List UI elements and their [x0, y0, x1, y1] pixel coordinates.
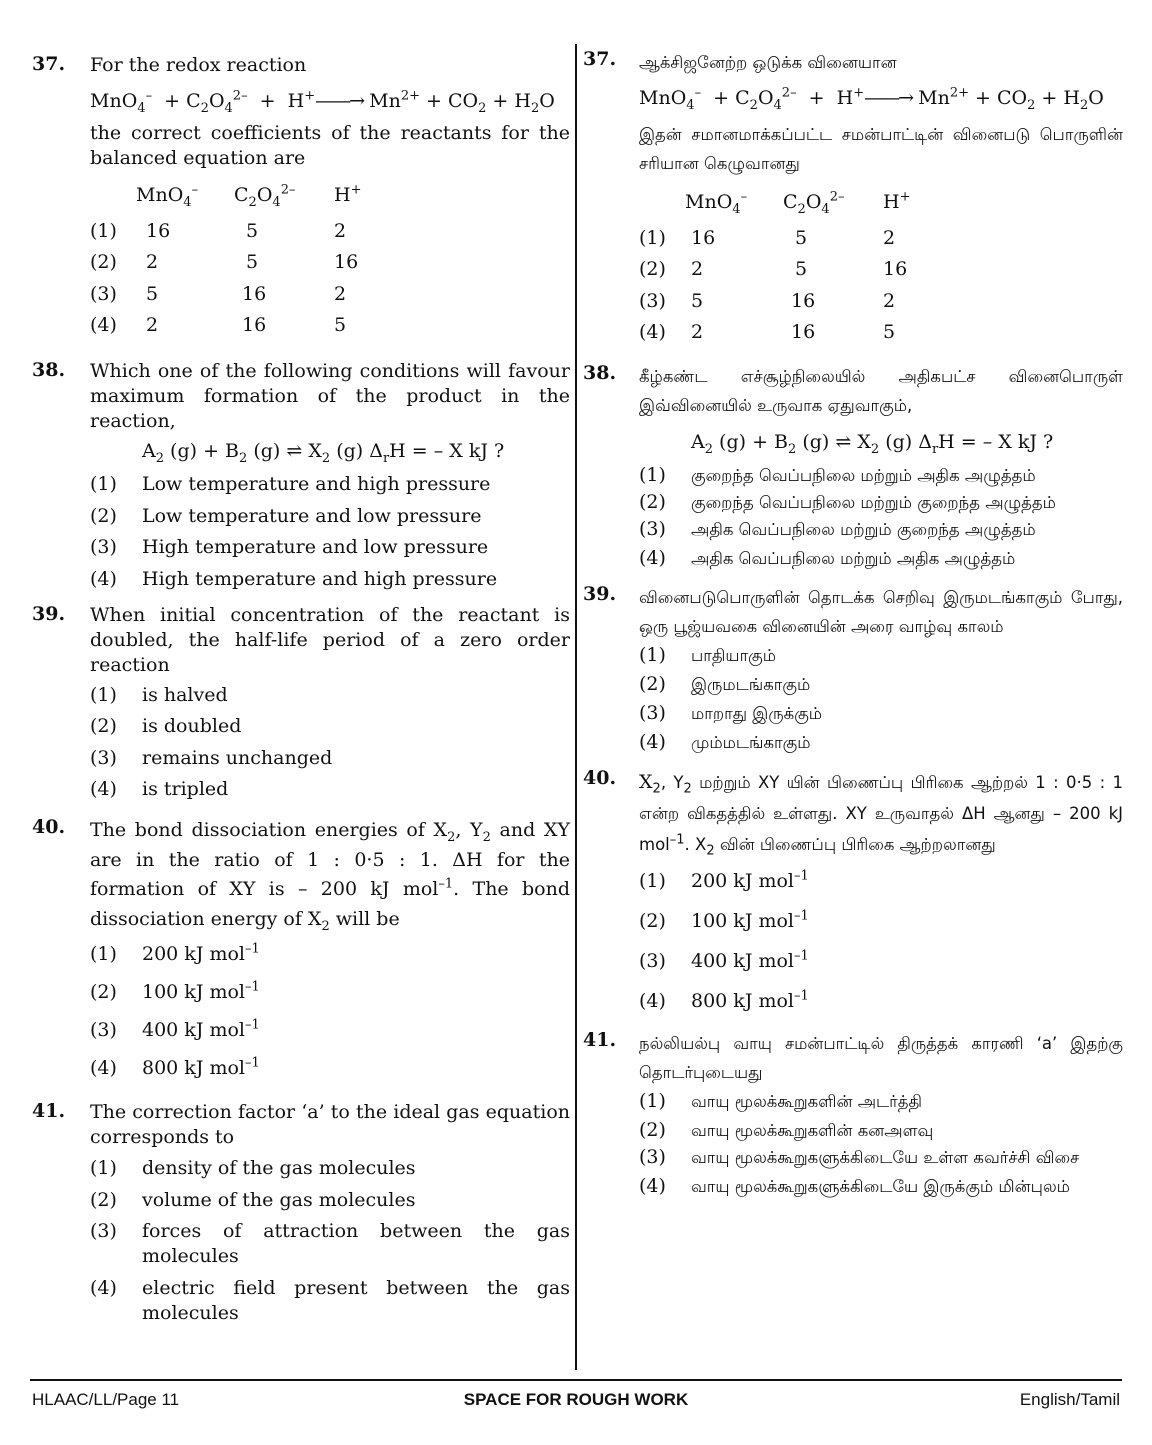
option-4[interactable]: (4) High temperature and high pressure	[90, 567, 498, 590]
option-3[interactable]: (3) மாறாது இருக்கும்	[639, 702, 823, 724]
option-1[interactable]: (1) Low temperature and high pressure	[90, 473, 491, 495]
header-c2o4: $C_2O_4^{2-}$	[783, 189, 845, 217]
option-4[interactable]: (4) வாயு மூலக்கூறுகளுக்கிடையே இருக்கும் மின்புலம்	[639, 1175, 1070, 1197]
redox-equation: $MnO_4^- + C_2O_4^{2-}$ + H+——→ $Mn^{2+} + CO_2 + H_2O$	[90, 88, 555, 116]
coefficient-table	[90, 175, 361, 341]
question-stem: கீழ்கண்ட எச்சூழ்நிலையில் அதிகபட்ச வினைபொருள் இவ்வினையில் உருவாக ஏதுவாகும்,	[639, 367, 1123, 415]
question-41-ta	[583, 1029, 1123, 1199]
option-row[interactable]: (2) 2 5 16	[639, 258, 908, 281]
question-number: 41.	[32, 1100, 66, 1122]
option-2[interactable]: (2) Low temperature and low pressure	[90, 504, 482, 527]
option-3[interactable]: (3) High temperature and low pressure	[90, 536, 489, 558]
question-number: 39.	[583, 583, 617, 605]
option-1[interactable]: (1) வாயு மூலக்கூறுகளின் அடர்த்தி	[639, 1090, 923, 1112]
header-mno4: MnO$_4$–	[685, 189, 748, 217]
question-40-en	[32, 816, 570, 1081]
question-number: 38.	[32, 359, 66, 381]
option-3[interactable]: (3) forces of attraction between the gas molecules	[90, 1220, 570, 1267]
question-39-en	[32, 603, 570, 803]
option-3[interactable]: (3) அதிக வெப்பநிலை மற்றும் குறைந்த அழுத்தம்	[639, 518, 1036, 540]
question-stem: The correction factor ‘a’ to the ideal gas equation corresponds to	[90, 1101, 570, 1148]
column-divider	[575, 44, 577, 1370]
tamil-column	[583, 40, 1123, 1199]
option-4[interactable]: (4) 800 kJ mol$^{-1}$	[90, 1055, 260, 1079]
header-mno4: MnO$_4$–	[136, 182, 199, 210]
question-stem: இதன் சமானமாக்கப்பட்ட சமன்பாட்டின் வினைபடு பொருளின் சரியான கெழுவானது	[639, 125, 1123, 173]
english-column	[32, 40, 570, 1332]
question-number: 41.	[583, 1029, 617, 1051]
footer-rule	[30, 1379, 1122, 1381]
option-3[interactable]: (3) remains unchanged	[90, 746, 333, 769]
question-37-ta	[583, 48, 1123, 348]
rough-work-label: SPACE FOR ROUGH WORK	[463, 1390, 689, 1409]
question-stem: வினைபடுபொருளின் தொடக்க செறிவு இருமடங்காகும் போது, ஒரு பூஜ்யவகை வினையின் அரை வாழ்வு காலம்	[639, 588, 1123, 636]
option-1[interactable]: (1) பாதியாகும்	[639, 644, 777, 666]
option-3[interactable]: (3) 400 kJ mol$^{-1}$	[90, 1017, 260, 1041]
question-stem: Which one of the following conditions will favour maximum formation of the product in the reaction,	[90, 360, 570, 432]
option-2[interactable]: (2) volume of the gas molecules	[90, 1188, 416, 1211]
option-2[interactable]: (2) is doubled	[90, 715, 242, 737]
header-h: H+	[334, 182, 362, 206]
question-number: 38.	[583, 362, 617, 384]
question-stem: the correct coefficients of the reactants for the balanced equation are	[90, 122, 570, 169]
equilibrium-equation: $A_2$ $(g) + B_2$ (g) ⇌ $X_2$ (g) $\Delta_rH$ = – X kJ ?	[142, 440, 505, 466]
question-stem: நல்லியல்பு வாயு சமன்பாட்டில் திருத்தக் காரணி ‘a’ இதற்கு தொடர்புடையது	[639, 1034, 1123, 1082]
option-2[interactable]: (2) 100 kJ mol$^{-1}$	[639, 908, 809, 932]
option-4[interactable]: (4) அதிக வெப்பநிலை மற்றும் அதிக அழுத்தம்	[639, 547, 1016, 569]
option-2[interactable]: (2) 100 kJ mol$^{-1}$	[90, 979, 260, 1003]
option-4[interactable]: (4) electric field present between the gas molecules	[90, 1276, 570, 1324]
option-row[interactable]: (1) 16 5 2	[90, 219, 347, 242]
option-1[interactable]: (1) 200 kJ mol$^{-1}$	[639, 868, 809, 892]
question-41-en	[32, 1100, 570, 1326]
page-code: HLAAC/LL/Page 11	[32, 1390, 180, 1409]
option-row[interactable]: (1) 16 5 2	[639, 226, 896, 249]
question-stem: The bond dissociation energies of $X_2$, $Y_2$ and XY are in the ratio of 1 : 0·5 : 1. ΔH for the formation of XY is – 200 kJ mol$^{-1}$. The bond dissociation energy of $X_2$ will be	[90, 819, 571, 934]
option-row[interactable]: (3) 5 16 2	[90, 282, 347, 305]
option-1[interactable]: (1) is halved	[90, 683, 228, 706]
header-h: H+	[883, 189, 911, 213]
question-40-ta	[583, 767, 1123, 1014]
equilibrium-equation: $A_2$ $(g) + B_2$ (g) ⇌ $X_2$ (g) $\Delta_rH$ = – X kJ ?	[691, 431, 1054, 457]
question-stem: When initial concentration of the reactant is doubled, the half-life period of a zero order reaction	[90, 603, 570, 676]
question-38-ta	[583, 362, 1123, 573]
option-4[interactable]: (4) மும்மடங்காகும்	[639, 731, 811, 753]
option-3[interactable]: (3) 400 kJ mol$^{-1}$	[639, 948, 809, 972]
option-1[interactable]: (1) density of the gas molecules	[90, 1157, 416, 1179]
option-3[interactable]: (3) வாயு மூலக்கூறுகளுக்கிடையே உள்ள கவர்ச்சி விசை	[639, 1146, 1080, 1168]
header-c2o4: $C_2O_4^{2-}$	[234, 182, 296, 210]
option-2[interactable]: (2) குறைந்த வெப்பநிலை மற்றும் குறைந்த அழுத்தம்	[639, 491, 1056, 513]
option-2[interactable]: (2) இருமடங்காகும்	[639, 673, 811, 695]
option-row[interactable]: (4) 2 16 5	[90, 314, 347, 337]
option-4[interactable]: (4) 800 kJ mol$^{-1}$	[639, 988, 809, 1012]
option-4[interactable]: (4) is tripled	[90, 778, 229, 800]
question-number: 39.	[32, 602, 66, 625]
question-39-ta	[583, 583, 1123, 757]
question-number: 40.	[32, 816, 66, 838]
language-label: English/Tamil	[1019, 1390, 1120, 1409]
question-number: 40.	[583, 767, 617, 789]
option-1[interactable]: (1) 200 kJ mol$^{-1}$	[90, 941, 260, 965]
option-1[interactable]: (1) குறைந்த வெப்பநிலை மற்றும் அதிக அழுத்தம்	[639, 464, 1036, 486]
option-row[interactable]: (2) 2 5 16	[90, 251, 359, 274]
question-intro: For the redox reaction	[90, 54, 307, 76]
question-number: 37.	[583, 48, 617, 70]
coefficient-table	[639, 182, 910, 348]
option-row[interactable]: (4) 2 16 5	[639, 321, 896, 344]
question-stem: $X_2$, $Y_2$ மற்றும் XY யின் பிணைப்பு பிரிகை ஆற்றல் 1 : 0·5 : 1 என்ற விகதத்தில் உள்ளது. XY உருவாதல் ΔH ஆனது – 200 kJ mol$^{-1}$. $X_2$ வின் பிணைப்பு பிரிகை ஆற்றலானது	[639, 771, 1123, 859]
question-number: 37.	[32, 53, 66, 75]
option-row[interactable]: (3) 5 16 2	[639, 289, 896, 312]
question-38-en	[32, 359, 570, 592]
question-37-en	[32, 53, 570, 341]
redox-equation: $MnO_4^- + C_2O_4^{2-}$ + H+——→ $Mn^{2+} + CO_2 + H_2O$	[639, 85, 1104, 113]
question-intro: ஆக்சிஜனேற்ற ஒடுக்க வினையான	[639, 53, 897, 72]
option-2[interactable]: (2) வாயு மூலக்கூறுகளின் கனஅளவு	[639, 1119, 934, 1141]
